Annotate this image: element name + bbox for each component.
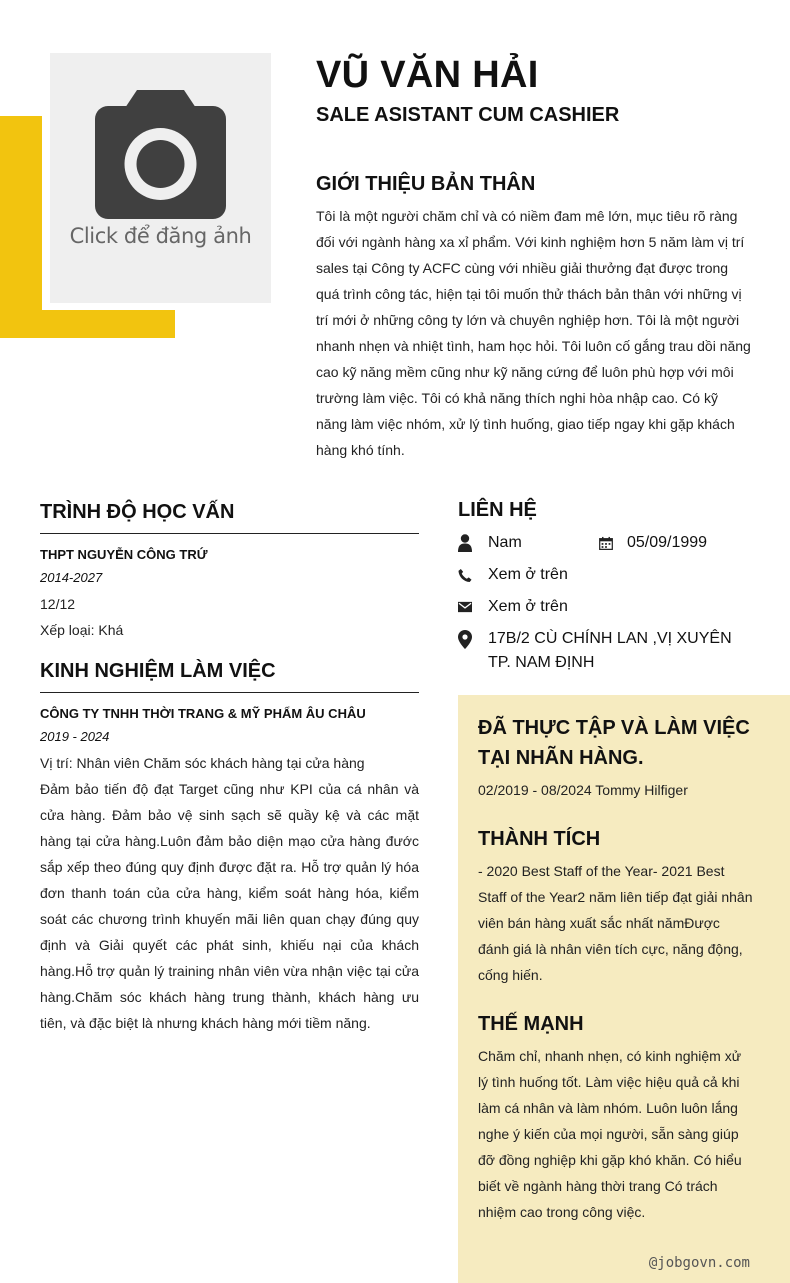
photo-upload-label: Click để đăng ảnh: [69, 224, 252, 248]
dob-value: 05/09/1999: [627, 534, 708, 551]
education-grade: 12/12: [40, 596, 76, 612]
contact-row-gender: [458, 531, 758, 555]
strengths-heading: THẾ MẠNH: [478, 1013, 584, 1035]
accent-bar-vertical: [0, 116, 42, 338]
contact-row-phone: [458, 563, 758, 587]
gender-value: Nam: [488, 534, 522, 551]
intro-heading: GIỚI THIỆU BẢN THÂN: [316, 173, 536, 195]
camera-icon: [95, 90, 226, 220]
experience-heading: KINH NGHIỆM LÀM VIỆC: [40, 658, 419, 693]
photo-upload[interactable]: [50, 53, 271, 303]
brand-text: 02/2019 - 08/2024 Tommy Hilfiger: [478, 782, 688, 798]
watermark: @jobgovn.com: [648, 1255, 750, 1271]
job-title: SALE ASISTANT CUM CASHIER: [316, 104, 620, 126]
experience-section: [40, 658, 419, 1036]
company-name: CÔNG TY TNHH THỜI TRANG & MỸ PHẨM ÂU CHÂU: [40, 706, 366, 721]
school-name: THPT NGUYỄN CÔNG TRỨ: [40, 547, 208, 562]
education-heading: TRÌNH ĐỘ HỌC VẤN: [40, 499, 419, 534]
sidebar-panel: [458, 695, 790, 1283]
education-period: 2014-2027: [40, 570, 103, 585]
brand-heading: ĐÃ THỰC TẬP VÀ LÀM VIỆC TẠI NHÃN HÀNG.: [478, 717, 750, 769]
achievements-heading: THÀNH TÍCH: [478, 828, 601, 850]
email-icon: [458, 595, 472, 619]
calendar-icon: [599, 531, 613, 555]
phone-icon: [458, 563, 472, 587]
contact-row-email: [458, 595, 758, 619]
contact-row-address: [458, 627, 758, 675]
email-value: Xem ở trên: [488, 598, 568, 615]
person-icon: [458, 531, 472, 555]
candidate-name: VŨ VĂN HẢI: [316, 54, 539, 96]
experience-period: 2019 - 2024: [40, 729, 110, 744]
intro-section: [316, 171, 752, 463]
experience-description: Đảm bảo tiến độ đạt Target cũng như KPI của cá nhân và cửa hàng. Đảm bảo vệ sinh sạch sẽ quầy kệ và các mặt hàng tại cửa hàng.Luôn đảm bảo diện mạo cửa hàng đước sắp xếp theo đúng quy định được đặt ra. Hỗ trợ quản lý hóa đơn thanh toán của cửa hàng, kiểm soát hàng hóa, kiểm soát các chương trình khuyến mãi liên quan chạy đúng quy định và Giải quyết các phát sinh, khiếu nại của khách hàng.Hỗ trợ quản lý training nhân viên vừa nhận việc tại cửa hàng.Chăm sóc khách hàng trung thành, khách hàng ưu tiên, và đặc biệt là nhưng khách hàng mới tiềm năng.: [40, 781, 419, 1031]
education-section: [40, 499, 419, 643]
intro-text: Tôi là một người chăm chỉ và có niềm đam mê lớn, mục tiêu rõ ràng đối với ngành hàng xa xỉ phẩm. Với kinh nghiệm hơn 5 năm làm vị trí sales tại Công ty ACFC cùng với nhiều giải thưởng đạt được trong quá trình công tác, hiện tại tôi muốn thử thách bản thân với những vị trí mới ở những công ty lớn và chuyên nghiệp hơn. Tôi là một người nhanh nhẹn và nhiệt tình, ham học hỏi. Tôi luôn cố gắng trau dồi năng cao kỹ năng mềm cũng như kỹ năng cứng để luôn phù hợp với môi trường làm việc. Tôi có khả năng thích nghi hòa nhập cao. Có kỹ năng làm việc nhóm, xử lý tình huống, giao tiếp ngay khi gặp khách hàng khó tính.: [316, 208, 751, 458]
achievements-text: - 2020 Best Staff of the Year- 2021 Best Staff of the Year2 năm liên tiếp đạt giải nhân viên bán hàng xuất sắc nhất nămĐược đánh giá là nhân viên tích cực, năng động, cống hiến.: [478, 863, 753, 983]
contact-section: [458, 497, 758, 675]
contact-heading: LIÊN HỆ: [458, 499, 537, 521]
address-value: 17B/2 CÙ CHÍNH LAN ,VỊ XUYÊN TP. NAM ĐỊNH: [488, 630, 732, 671]
experience-position: Vị trí: Nhân viên Chăm sóc khách hàng tại cửa hàng: [40, 755, 365, 771]
location-icon: [458, 627, 472, 651]
accent-bar-horizontal: [0, 310, 175, 338]
education-rank: Xếp loại: Khá: [40, 622, 124, 638]
strengths-text: Chăm chỉ, nhanh nhẹn, có kinh nghiệm xử lý tình huống tốt. Làm việc hiệu quả cả khi làm cá nhân và làm nhóm. Luôn luôn lắng nghe ý kiến của mọi người, sẵn sàng giúp đỡ đồng nghiệp khi gặp khó khăn. Có hiểu biết về ngành hàng thời trang Có trách nhiệm cao trong công việc.: [478, 1048, 742, 1220]
phone-value: Xem ở trên: [488, 566, 568, 583]
